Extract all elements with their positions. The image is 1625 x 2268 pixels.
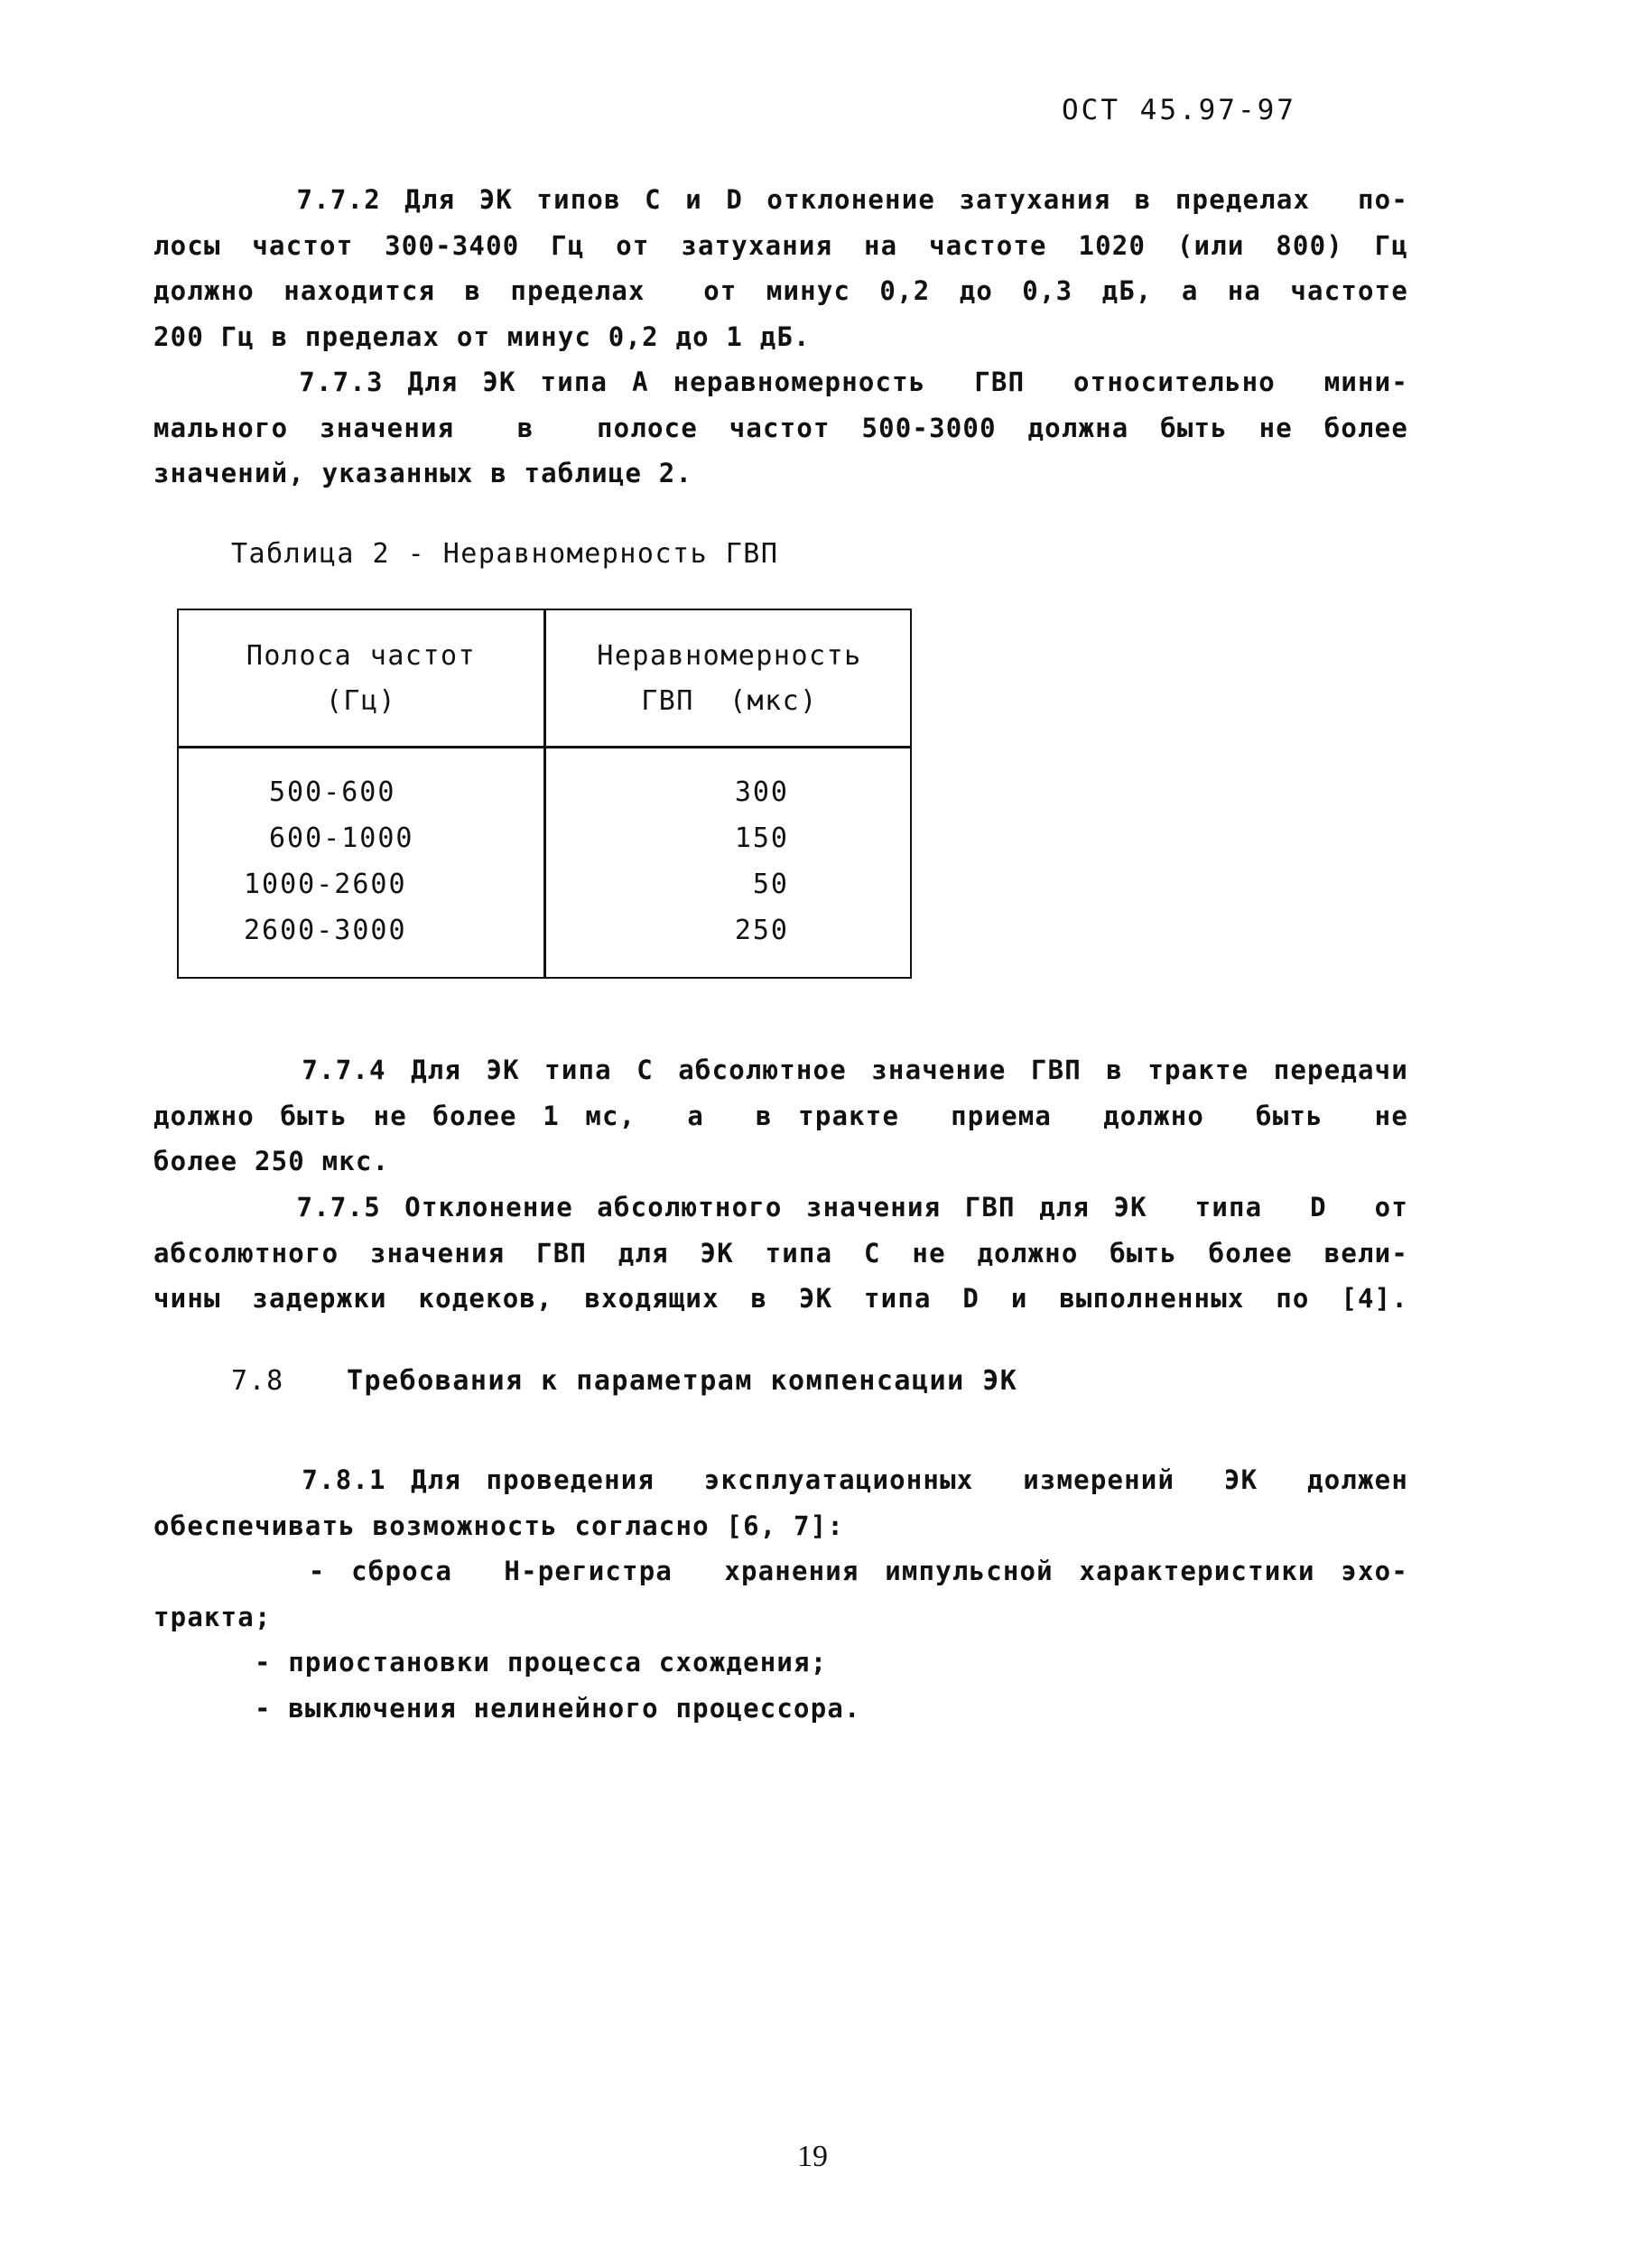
text-line: 7.7.3 Для ЭК типа А неравномерность ГВП относительно мини- bbox=[153, 367, 1408, 397]
table-column-values bbox=[717, 769, 789, 953]
text-line: 7.7.2 Для ЭК типов C и D отклонение затухания в пределах по- bbox=[153, 184, 1408, 215]
table-header-gvp-unevenness bbox=[545, 634, 914, 724]
paragraph-7-7-3 bbox=[153, 359, 1408, 497]
text-line: 7.7.4 Для ЭК типа C абсолютное значение ГВП в тракте передачи bbox=[153, 1055, 1408, 1085]
gvp-table bbox=[177, 609, 912, 979]
list-item: - приостановки процесса схождения; bbox=[153, 1647, 828, 1678]
table-cell-band: 1000-2600 bbox=[244, 869, 407, 900]
table-cell-value: 150 bbox=[734, 823, 789, 854]
text-line: абсолютного значения ГВП для ЭК типа C не должно быть более вели- bbox=[153, 1237, 1408, 1269]
list-item: тракта; bbox=[153, 1601, 272, 1632]
header-text: ГВП (мкс) bbox=[641, 685, 818, 717]
text-line: лосы частот 300-3400 Гц от затухания на частоте 1020 (или 800) Гц bbox=[153, 229, 1408, 261]
text-line: 7.7.5 Отклонение абсолютного значения ГВП для ЭК типа D от bbox=[153, 1192, 1408, 1222]
table-header-divider bbox=[179, 746, 910, 748]
paragraph-7-7-4 bbox=[153, 1047, 1408, 1185]
header-text: Неравномерность bbox=[597, 640, 862, 672]
section-title: Требования к параметрам компенсации ЭК bbox=[347, 1365, 1018, 1397]
text-line: должно находится в пределах от минус 0,2 до 0,3 дБ, а на частоте bbox=[153, 275, 1408, 306]
paragraph-7-7-2 bbox=[153, 177, 1408, 359]
header-text: Полоса частот bbox=[246, 640, 477, 672]
text-line: должно быть не более 1 мс, а в тракте приема должно быть не bbox=[153, 1100, 1408, 1131]
table-cell-band: 2600-3000 bbox=[244, 915, 407, 946]
text-line: 200 Гц в пределах от минус 0,2 до 1 дБ. bbox=[153, 321, 811, 352]
text-line: 7.8.1 Для проведения эксплуатационных измерений ЭК должен bbox=[153, 1464, 1408, 1495]
paragraph-7-7-5 bbox=[153, 1185, 1408, 1322]
text-line: чины задержки кодеков, входящих в ЭК типа D и выполненных по [4]. bbox=[153, 1283, 1408, 1314]
paragraph-7-8-1 bbox=[153, 1457, 1408, 1731]
text-line: значений, указанных в таблице 2. bbox=[153, 458, 693, 488]
table-header-frequency-band bbox=[179, 634, 543, 724]
table-column-bands bbox=[244, 769, 414, 953]
text-line: мального значения в полосе частот 500-3000 должна быть не более bbox=[153, 412, 1408, 443]
table-cell-value: 50 bbox=[752, 869, 789, 900]
list-item: - выключения нелинейного процессора. bbox=[153, 1692, 861, 1724]
list-item: - сброса H-регистра хранения импульсной характеристики эхо- bbox=[153, 1556, 1408, 1586]
table-cell-band: 600-1000 bbox=[269, 823, 414, 854]
table-cell-value: 300 bbox=[734, 776, 789, 808]
text-line: более 250 мкс. bbox=[153, 1146, 390, 1176]
page-number: 19 bbox=[797, 2140, 828, 2173]
table-cell-value: 250 bbox=[734, 915, 789, 946]
section-number: 7.8 bbox=[231, 1365, 284, 1397]
header-text: (Гц) bbox=[325, 685, 397, 717]
text-line: обеспечивать возможность согласно [6, 7]: bbox=[153, 1510, 845, 1541]
table-cell-band: 500-600 bbox=[269, 776, 396, 808]
table-caption: Таблица 2 - Неравномерность ГВП bbox=[231, 538, 779, 570]
section-heading-7-8 bbox=[231, 1365, 1017, 1397]
document-code: ОСТ 45.97-97 bbox=[1062, 94, 1296, 126]
